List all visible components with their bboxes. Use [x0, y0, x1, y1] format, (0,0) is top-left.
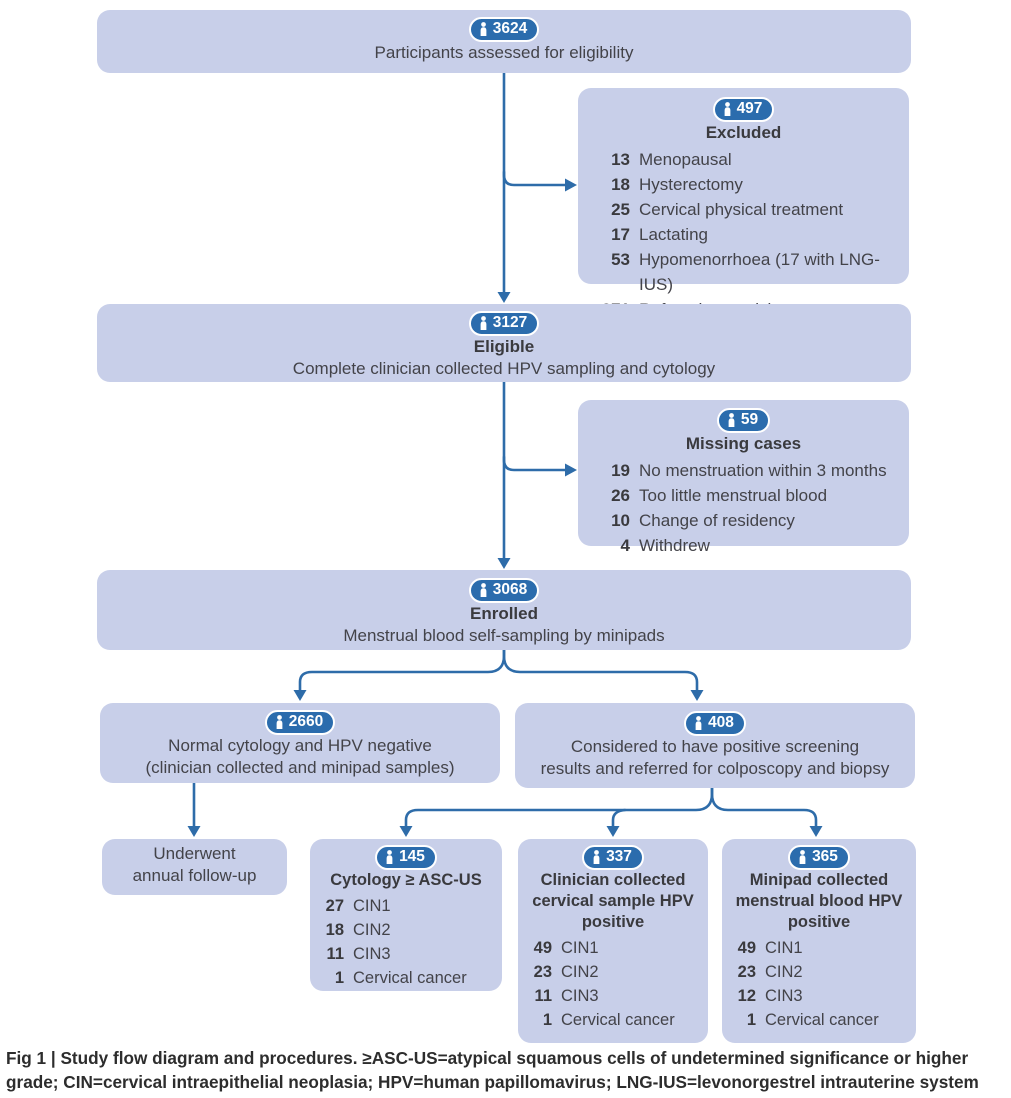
node-text: Complete clinician collected HPV sampling and cytology: [292, 359, 716, 378]
stat-row: [526, 936, 708, 960]
stat-row: [318, 894, 502, 918]
count-value: 2660: [288, 713, 324, 730]
stat-row: [592, 458, 909, 483]
count-badge: [265, 710, 335, 735]
box-hpv-negative: [100, 703, 500, 783]
count-badge: [469, 578, 539, 603]
box-excluded: [578, 88, 909, 294]
stat-count: 1: [746, 1011, 756, 1029]
arrow-branch-to-excluded: [504, 172, 565, 185]
stat-count: 18: [325, 921, 344, 939]
stat-label: CIN2: [561, 963, 599, 981]
box-positive-screening: [515, 703, 915, 788]
stat-count: 19: [611, 461, 630, 480]
arrowhead-negative: [294, 690, 307, 701]
stat-label: CIN1: [765, 939, 803, 957]
figure-caption: Fig 1 | Study flow diagram and procedures. ≥ASC-US=atypical squamous cells of undetermined significance or higher grade; CIN=cervical intraepithelial neoplasia; HPV=human papillomavirus; LNG-IUS=levonorgestrel intrauterine system: [6, 1048, 979, 1092]
node-title: Enrolled: [469, 604, 538, 623]
stat-row: [526, 984, 708, 1008]
stat-label: CIN3: [353, 945, 391, 963]
person-icon: [727, 413, 736, 427]
stat-row: [318, 942, 502, 966]
arrowhead-clinician: [607, 826, 620, 837]
stat-label: No menstruation within 3 months: [639, 461, 887, 480]
count-badge: [717, 408, 770, 433]
stat-count: 13: [611, 150, 630, 169]
count-value: 3127: [492, 314, 528, 331]
node-text: (clinician collected and minipad samples): [145, 758, 455, 777]
stat-list: [578, 458, 909, 558]
count-badge: [788, 845, 850, 870]
stat-count: 27: [325, 897, 344, 915]
box-eligible: [97, 304, 911, 382]
stat-label: Change of residency: [639, 511, 795, 530]
stat-row: [592, 197, 909, 222]
count-value: 145: [399, 848, 425, 865]
badge-row: [97, 311, 911, 336]
node-title: Excluded: [705, 123, 782, 142]
stat-count: 25: [611, 200, 630, 219]
badge-row: [578, 408, 909, 433]
stat-row: [592, 222, 909, 247]
arrowhead-minipad: [810, 826, 823, 837]
stat-label: CIN2: [765, 963, 803, 981]
stat-row: [592, 172, 909, 197]
person-icon: [592, 850, 601, 864]
person-icon: [479, 583, 488, 597]
stat-count: 26: [611, 486, 630, 505]
stat-row: [730, 936, 916, 960]
stat-label: Cervical cancer: [353, 969, 467, 987]
node-title: Eligible: [473, 337, 535, 356]
stat-label: Hysterectomy: [639, 175, 743, 194]
stat-row: [526, 1008, 708, 1032]
stat-count: 17: [611, 225, 630, 244]
person-icon: [798, 850, 807, 864]
node-title: Clinician collected cervical sample HPV positive: [532, 871, 694, 931]
arrow-positive-to-minipad: [712, 788, 816, 829]
stat-label: Lactating: [639, 225, 708, 244]
stat-row: [592, 508, 909, 533]
stat-label: CIN1: [353, 897, 391, 915]
count-value: 337: [606, 848, 632, 865]
node-text: results and referred for colposcopy and biopsy: [540, 759, 890, 778]
stat-list: [578, 147, 909, 322]
stat-label: Hypomenorrhoea (17 with LNG-IUS): [639, 250, 880, 294]
stat-count: 1: [542, 1011, 552, 1029]
stat-row: [592, 483, 909, 508]
node-title: Missing cases: [685, 434, 802, 453]
box-clinician-hpv-positive: [518, 839, 708, 1043]
stat-list: [722, 936, 916, 1032]
count-value: 365: [812, 848, 838, 865]
stat-count: 18: [611, 175, 630, 194]
node-title: Minipad collected menstrual blood HPV positive: [735, 871, 903, 931]
person-icon: [275, 715, 284, 729]
box-missing-cases: [578, 400, 909, 555]
badge-row: [515, 711, 915, 736]
arrowhead-enrolled: [498, 558, 511, 569]
box-cytology-ascus: [310, 839, 502, 991]
stat-row: [592, 533, 909, 558]
stat-row: [592, 247, 909, 297]
stat-count: 53: [611, 250, 630, 269]
node-text: Normal cytology and HPV negative: [168, 736, 432, 755]
stat-label: Cervical cancer: [765, 1011, 879, 1029]
node-text: annual follow-up: [132, 866, 257, 885]
box-minipad-hpv-positive: [722, 839, 916, 1043]
stat-row: [730, 1008, 916, 1032]
count-badge: [684, 711, 746, 736]
arrow-branch-to-missing: [504, 457, 565, 470]
stat-label: CIN1: [561, 939, 599, 957]
stat-label: Too little menstrual blood: [639, 486, 828, 505]
node-title: Cytology ≥ ASC-US: [330, 871, 482, 889]
stat-label: Menopausal: [639, 150, 732, 169]
badge-row: [578, 97, 909, 122]
stat-count: 1: [334, 969, 344, 987]
count-badge: [713, 97, 775, 122]
person-icon: [385, 850, 394, 864]
stat-row: [730, 984, 916, 1008]
stat-row: [730, 960, 916, 984]
arrow-enrolled-to-positive: [504, 650, 697, 693]
arrowhead-followup: [188, 826, 201, 837]
badge-row: [722, 845, 916, 870]
arrowhead-cytology: [400, 826, 413, 837]
badge-row: [518, 845, 708, 870]
stat-count: 11: [326, 945, 344, 963]
count-value: 3624: [492, 20, 528, 37]
count-value: 408: [708, 714, 734, 731]
arrow-enrolled-to-negative: [300, 650, 504, 693]
stat-label: CIN2: [353, 921, 391, 939]
stat-count: 23: [737, 963, 756, 981]
box-enrolled: [97, 570, 911, 650]
stat-count: 12: [737, 987, 756, 1005]
stat-row: [318, 966, 502, 990]
person-icon: [479, 22, 488, 36]
badge-row: [97, 578, 911, 603]
stat-label: Cervical physical treatment: [639, 200, 844, 219]
count-badge: [469, 311, 539, 336]
stat-row: [318, 918, 502, 942]
stat-count: 23: [533, 963, 552, 981]
node-text: Underwent: [153, 844, 236, 863]
person-icon: [479, 316, 488, 330]
stat-row: [526, 960, 708, 984]
person-icon: [694, 716, 703, 730]
stat-list: [518, 936, 708, 1032]
count-badge: [469, 17, 539, 42]
arrowhead-missing: [565, 464, 577, 477]
arrowhead-eligible: [498, 292, 511, 303]
count-value: 497: [736, 100, 763, 117]
stat-count: 49: [737, 939, 756, 957]
count-badge: [582, 845, 644, 870]
stat-list: [310, 894, 502, 990]
stat-count: 4: [620, 536, 630, 555]
stat-count: 49: [533, 939, 552, 957]
box-assessed: [97, 10, 911, 73]
arrowhead-excluded: [565, 179, 577, 192]
badge-row: [310, 845, 502, 870]
node-text: Menstrual blood self-sampling by minipads: [343, 626, 665, 645]
badge-row: [100, 710, 500, 735]
stat-label: Cervical cancer: [561, 1011, 675, 1029]
badge-row: [97, 17, 911, 42]
stat-count: 10: [611, 511, 630, 530]
node-text: Participants assessed for eligibility: [374, 43, 634, 62]
count-badge: [375, 845, 437, 870]
node-text: Considered to have positive screening: [570, 737, 860, 756]
box-annual-followup: [102, 839, 287, 895]
stat-label: CIN3: [765, 987, 803, 1005]
arrowhead-positive: [691, 690, 704, 701]
stat-label: CIN3: [561, 987, 599, 1005]
stat-count: 11: [534, 987, 552, 1005]
stat-label: Withdrew: [639, 536, 710, 555]
count-value: 59: [740, 411, 759, 428]
arrow-positive-to-cytology: [406, 788, 712, 829]
person-icon: [723, 102, 732, 116]
stat-row: [592, 147, 909, 172]
count-value: 3068: [492, 581, 528, 598]
